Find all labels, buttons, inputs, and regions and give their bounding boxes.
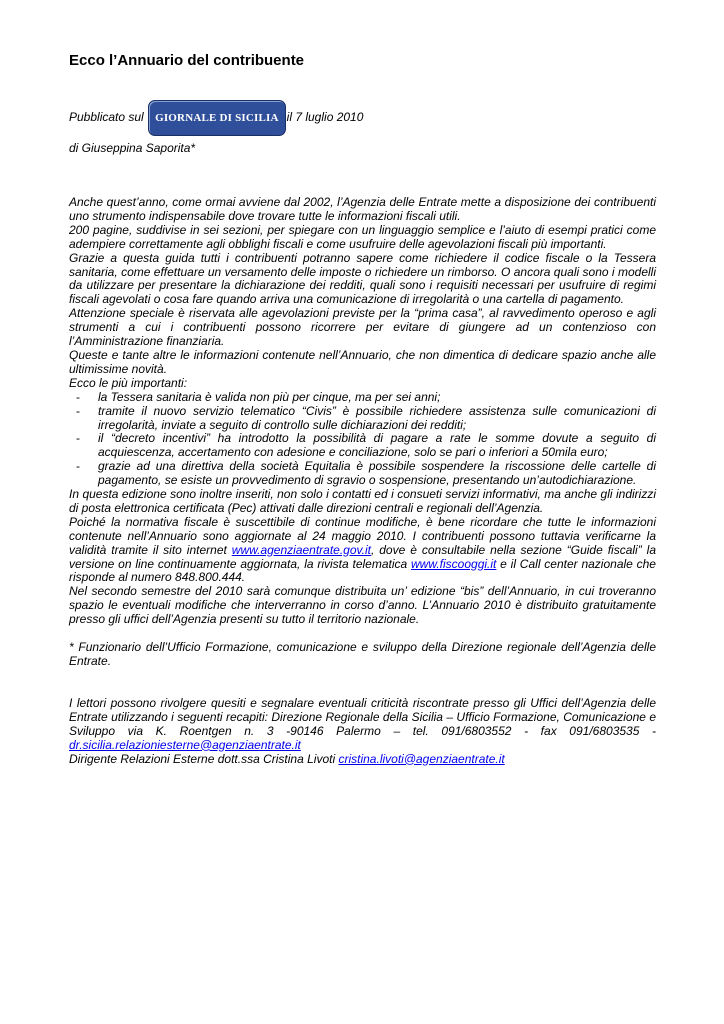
bullet-dash: - [76,459,80,474]
paragraph: In questa edizione sono inoltre inseriti, non solo i contatti ed i consueti servizi informativi, ma anche gli indirizzi di posta elettronica certificata (Pec) attivati dalle direzioni centrali e regionali dell’Agenzia. [69,487,656,515]
bullet-dash: - [76,389,80,404]
list-item-text: il “decreto incentivi” ha introdotto la possibilità di pagare a rate le somme dovute a seguito di acquiescenza, accertamento con adesione e conciliazione, solo se pari o inferiori a 50mila euro; [98,431,656,460]
spacer [69,669,656,697]
list-item [69,391,656,405]
paragraph-text: e il Call center nazionale che risponde al numero 848.800.444. [69,556,656,585]
bullet-list [69,391,656,488]
article-body [69,196,656,766]
page-title: Ecco l’Annuario del contribuente [69,52,305,69]
newspaper-logo: GIORNALE DI SICILIA [148,100,286,136]
author-line: di Giuseppina Saporita* [69,141,196,155]
paragraph-text: , dove è consultabile nella sezione “Guide fiscali” la versione on line continuamente aggiornata, la rivista telematica [69,542,657,571]
paragraph: Grazie a questa guida tutti i contribuenti potranno sapere come richiedere il codice fiscale o la Tessera sanitaria, come effettuare un versamento delle imposte o richiedere un rimborso. O ancora quali sono i modelli da utilizzare per presentare la dichiarazione dei redditi, quali sono i requisiti necessari per usufruire di regimi fiscali agevolati o cosa fare quando arriva una comunicazione di irregolarità o una cartella di pagamento. [69,250,656,307]
bullet-dash: - [76,431,80,446]
list-item [69,432,656,460]
bullet-dash: - [76,403,80,418]
published-date: il 7 luglio 2010 [286,110,364,125]
published-prefix: Pubblicato sul [69,110,144,125]
agenzia-entrate-link[interactable]: www.agenziaentrate.gov.it [231,542,371,557]
paragraph: 200 pagine, suddivise in sei sezioni, per spiegare con un linguaggio semplice e l’aiuto di esempi pratici come adempiere correttamente agli obblighi fiscali e come usufruire delle agevolazioni fiscali più importanti. [69,222,656,251]
list-item-text: grazie ad una direttiva della società Equitalia è possibile sospendere la riscossione delle cartelle di pagamento, se esiste un provvedimento di sgravio o sospensione, presentando un’autodichiarazione. [98,459,656,488]
list-item [69,460,656,488]
list-item-text: la Tessera sanitaria è valida non più per cinque, ma per sei anni; [98,389,441,404]
email-link-livoti[interactable]: cristina.livoti@agenziaentrate.it [338,751,505,766]
footnote: * Funzionario dell’Ufficio Formazione, comunicazione e sviluppo della Direzione regionale dell’Agenzia delle Entrate. [69,640,656,668]
spacer [69,627,656,641]
contacts-paragraph [69,697,656,753]
paragraph: Ecco le più importanti: [69,375,188,390]
list-item [69,405,656,433]
paragraph-text: Poiché la normativa fiscale è suscettibile di continue modifiche, è bene ricordare che tutte le informazioni contenute nell’Annuario sono aggiornate al 24 maggio 2010. I contribuenti possono tuttavia verificarne la validità tramite il sito internet [69,514,656,557]
publication-line [69,100,363,136]
paragraph: Anche quest’anno, come ormai avviene dal 2002, l’Agenzia delle Entrate mette a disposizione dei contribuenti uno strumento indispensabile dove trovare tutte le informazioni fiscali utili. [69,195,656,223]
director-line [69,753,656,767]
paragraph: Queste e tante altre le informazioni contenute nell’Annuario, che non dimentica di dedicare spazio anche alle ultimissime novità. [69,347,656,376]
paragraph: Nel secondo semestre del 2010 sarà comunque distribuita un’ edizione “bis” dell’Annuario, in cui troveranno spazio le eventuali modifiche che interverranno in corso d’anno. L’Annuario 2010 è distribuito gratuitamente presso gli uffici dell’Agenzia presenti su tutto il territorio nazionale. [69,584,656,627]
list-item-text: tramite il nuovo servizio telematico “Civis” è possibile richiedere assistenza sulle comunicazioni di irregolarità, inviate a seguito di controllo sulle dichiarazioni dei redditi; [98,403,656,432]
email-link-relazioni[interactable]: dr.sicilia.relazioniesterne@agenziaentrate.it [69,737,301,752]
fiscooggi-link[interactable]: www.fiscooggi.it [411,556,497,571]
paragraph [69,516,656,586]
director-text: Dirigente Relazioni Esterne dott.ssa Cristina Livoti [69,751,339,766]
paragraph: Attenzione speciale è riservata alle agevolazioni previste per la “prima casa”, al ravvedimento operoso e agli strumenti a cui i contribuenti possono ricorrere per evitare di giungere ad un contenzioso con l’Amministrazione finanziaria. [69,306,656,349]
contacts-text: I lettori possono rivolgere quesiti e segnalare eventuali criticità riscontrate presso gli Uffici dell’Agenzia delle Entrate utilizzando i seguenti recapiti: Direzione Regionale della Sicilia – Ufficio Formazione, Comunicazione e Sviluppo via K. Roentgen n. 3 -90146 Palermo – tel. 091/6803552 - fax 091/6803535 - [69,695,656,738]
